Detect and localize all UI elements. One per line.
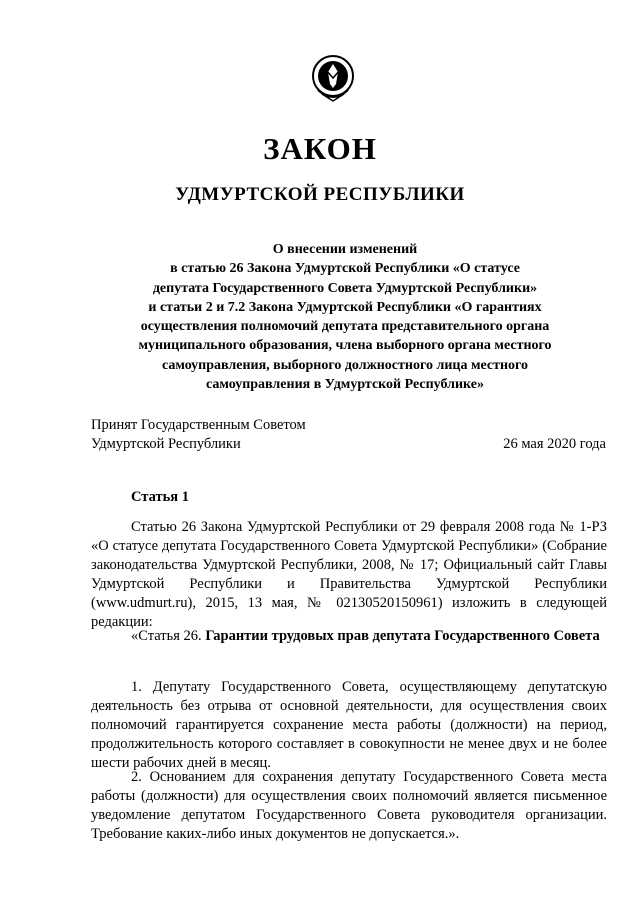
- adopted-by: [91, 416, 306, 454]
- point-2: 2. Основанием для сохранения депутату Государственного Совета места работы (должности) для осуществления своих полномочий является письменное уведомление депутатом Государственного Совета руководителя организации. Требование каких-либо иных документов не допускается.».: [91, 769, 607, 842]
- quoted-article-title: Гарантии трудовых прав депутата Государственного Совета: [205, 628, 600, 644]
- heading-line: О внесении изменений: [272, 242, 418, 257]
- heading-line: депутата Государственного Совета Удмуртской Республики»: [152, 280, 538, 296]
- heading-line: в статью 26 Закона Удмуртской Республики «О статусе: [170, 261, 520, 277]
- heading-line: самоуправления в Удмуртской Республике»: [206, 377, 484, 393]
- adopted-date: 26 мая 2020 года: [503, 436, 606, 452]
- document-subtitle: УДМУРТСКОЙ РЕСПУБЛИКИ: [175, 184, 465, 205]
- document-title: ЗАКОН: [263, 131, 377, 166]
- quoted-article-prefix: «Статья 26.: [131, 628, 202, 644]
- heading-line: и статьи 2 и 7.2 Закона Удмуртской Республики «О гарантиях: [148, 299, 542, 315]
- coat-of-arms-icon: [310, 54, 356, 104]
- quoted-article-heading: [91, 627, 607, 646]
- adopted-line: Удмуртской Республики: [91, 436, 241, 452]
- heading-line: осуществления полномочий депутата представительного органа: [140, 319, 550, 335]
- adopted-line: Принят Государственным Советом: [91, 417, 306, 433]
- heading-line: муниципального образования, члена выборного органа местного: [138, 338, 552, 354]
- article-intro: Статью 26 Закона Удмуртской Республики от 29 февраля 2008 года № 1-РЗ «О статусе депутата Государственного Совета Удмуртской Республики» (Собрание законодательства Удмуртской Республики, 2008, № 17; Официальный сайт Главы Удмуртской Республики и Правительства Удмуртской Республики (www.udmurt.ru), 2015, 13 мая, № 02130520150961) изложить в следующей редакции:: [91, 519, 607, 630]
- point-1: 1. Депутату Государственного Совета, осуществляющему депутатскую деятельность без отрыва от основной деятельности, для осуществления своих полномочий гарантируется сохранение места работы (должности) на период, продолжительность которого составляет в совокупности не менее двух и не более шести рабочих дней в месяц.: [91, 679, 607, 771]
- heading-line: самоуправления, выборного должностного лица местного: [161, 357, 529, 373]
- law-heading: [118, 240, 572, 394]
- article-title: Статья 1: [131, 489, 189, 505]
